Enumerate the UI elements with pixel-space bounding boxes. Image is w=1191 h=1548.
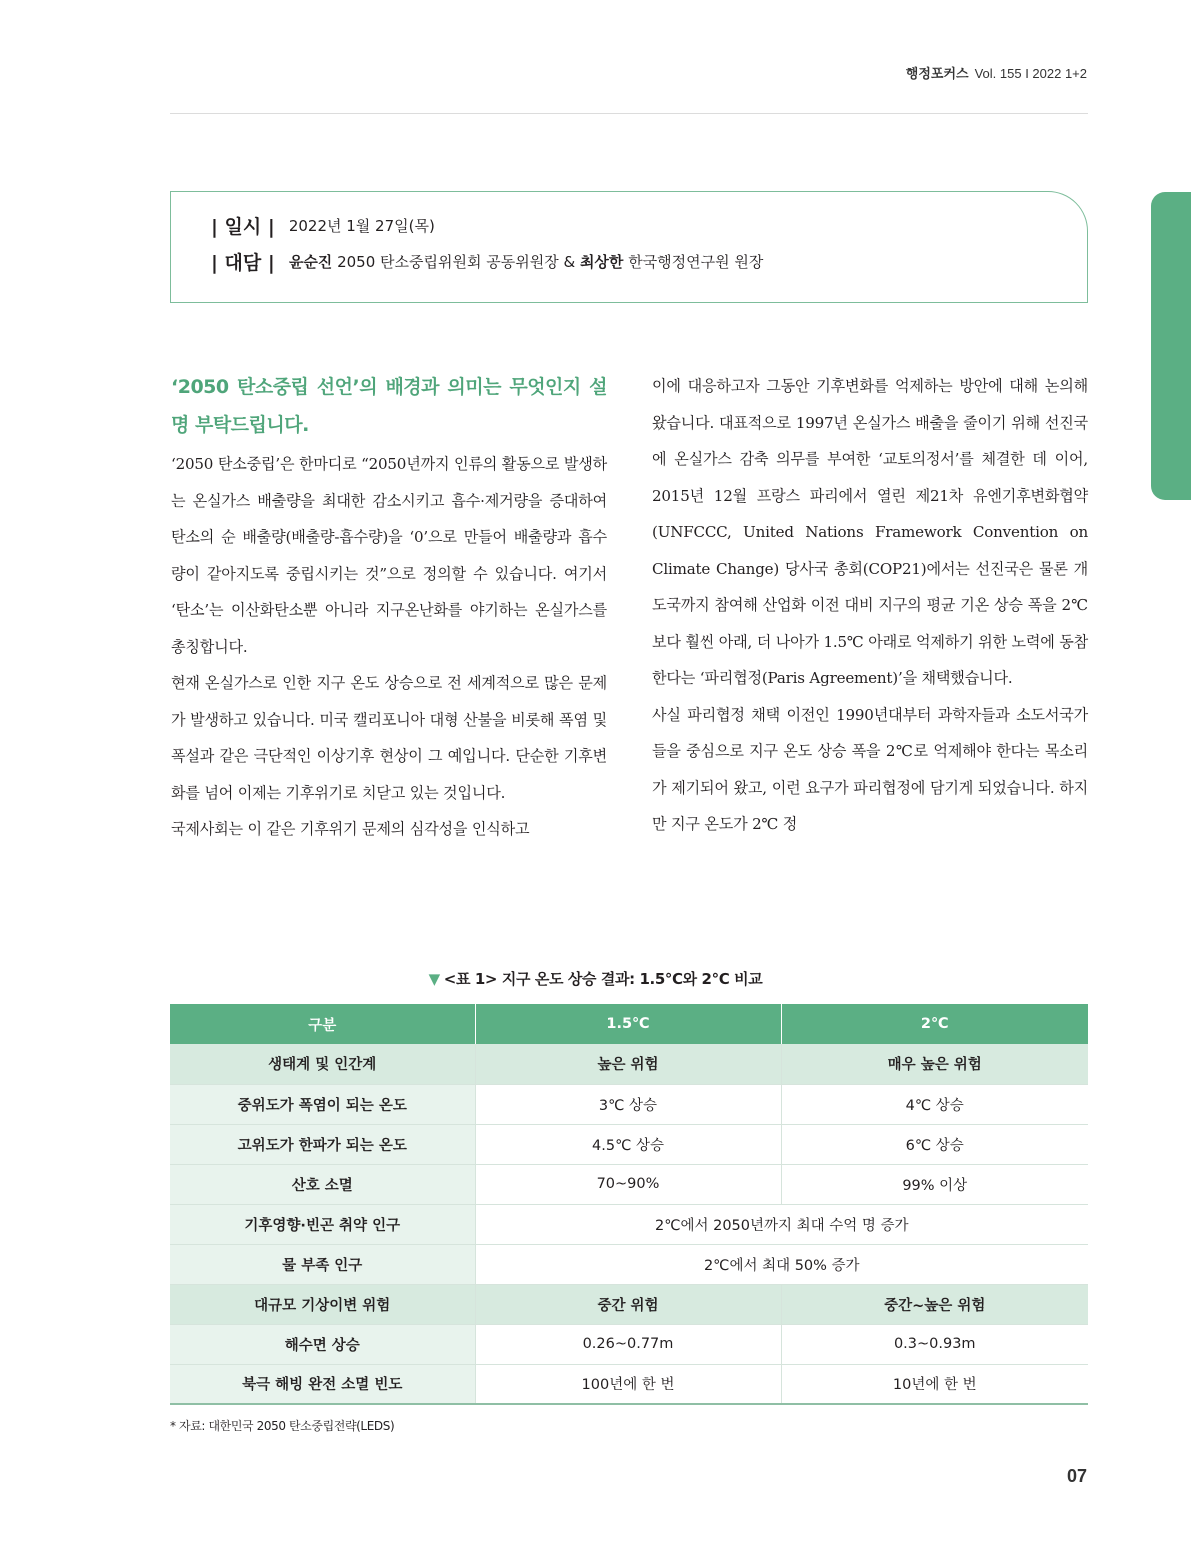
cell-1-5c: 100년에 한 번: [475, 1364, 781, 1404]
header-category: 구분: [170, 1004, 475, 1044]
speaker1-name: 윤순진: [288, 252, 333, 271]
table-row: [170, 1244, 1088, 1284]
cell-2c: 99% 이상: [781, 1164, 1088, 1204]
table-row: [170, 1204, 1088, 1244]
talk-label: | 대담 |: [211, 251, 275, 274]
cell-2c: 10년에 한 번: [781, 1364, 1088, 1404]
paragraph: ‘2050 탄소중립’은 한마디로 “2050년까지 인류의 활동으로 발생하는 온실가스 배출량을 최대한 감소시키고 흡수·제거량을 증대하여 탄소의 순 배출량(배출량-흡수량)을 ‘0’으로 만들어 배출량과 흡수량이 같아지도록 중립시키는 것”으로 정의할 수 있습니다. 여기서 ‘탄소’는 이산화탄소뿐 아니라 지구온난화를 야기하는 온실가스를 총칭합니다.: [171, 455, 607, 656]
interview-question: ‘2050 탄소중립 선언’의 배경과 의미는 무엇인지 설명 부탁드립니다.: [171, 376, 607, 436]
row-label: 중위도가 폭염이 되는 온도: [170, 1084, 475, 1124]
triangle-down-icon: ▼: [428, 970, 440, 988]
paragraph: 국제사회는 이 같은 기후위기 문제의 심각성을 인식하고: [171, 820, 530, 838]
date-row: [211, 207, 1087, 243]
table-header-row: [170, 1004, 1088, 1044]
cell-1-5c: 4.5℃ 상승: [475, 1124, 781, 1164]
row-label: 산호 소멸: [170, 1164, 475, 1204]
talk-row: [211, 243, 1087, 279]
table-row: [170, 1284, 1088, 1324]
header-divider: [170, 113, 1088, 114]
table-row: [170, 1164, 1088, 1204]
table-source-note: * 자료: 대한민국 2050 탄소중립전략(LEDS): [170, 1419, 395, 1433]
speaker1-title: 2050 탄소중립위원회 공동위원장 &: [337, 252, 576, 271]
row-label: 고위도가 한파가 되는 온도: [170, 1124, 475, 1164]
table-row: [170, 1324, 1088, 1364]
table-caption: [0, 968, 1191, 989]
interview-info-box: [170, 191, 1088, 303]
table-row: [170, 1124, 1088, 1164]
cell-2c: 중간~높은 위험: [781, 1284, 1088, 1324]
article-right-column: [652, 368, 1088, 843]
cell-1-5c: 중간 위험: [475, 1284, 781, 1324]
speaker2-title: 한국행정연구원 원장: [628, 252, 764, 271]
row-label: 대규모 기상이변 위험: [170, 1284, 475, 1324]
paragraph: 현재 온실가스로 인한 지구 온도 상승으로 전 세계적으로 많은 문제가 발생하고 있습니다. 미국 캘리포니아 대형 산불을 비롯해 폭염 및 폭설과 같은 극단적인 이상기후 현상이 그 예입니다. 단순한 기후변화를 넘어 이제는 기후위기로 치닫고 있는 것입니다.: [171, 674, 607, 802]
merged-cell: 2℃에서 최대 50% 증가: [475, 1244, 1088, 1284]
cell-1-5c: 높은 위험: [475, 1044, 781, 1084]
table-row: [170, 1044, 1088, 1084]
row-label: 생태계 및 인간계: [170, 1044, 475, 1084]
paragraph: 사실 파리협정 채택 이전인 1990년대부터 과학자들과 소도서국가들을 중심으로 지구 온도 상승 폭을 2℃로 억제해야 한다는 목소리가 제기되어 왔고, 이런 요구가 파리협정에 담기게 되었습니다. 하지만 지구 온도가 2℃ 정: [652, 705, 1088, 833]
cell-1-5c: 70~90%: [475, 1164, 781, 1204]
row-label: 북극 해빙 완전 소멸 빈도: [170, 1364, 475, 1404]
table-row: [170, 1364, 1088, 1404]
date-label: | 일시 |: [211, 215, 275, 238]
header-1-5c: 1.5℃: [475, 1004, 781, 1044]
row-label: 물 부족 인구: [170, 1244, 475, 1284]
date-value: 2022년 1월 27일(목): [288, 216, 435, 235]
journal-name: 행정포커스: [905, 66, 969, 81]
table-row: [170, 1084, 1088, 1124]
page-number: 07: [1066, 1466, 1087, 1486]
header-meta: [906, 63, 1087, 82]
section-side-tab: [1151, 192, 1191, 500]
cell-2c: 6℃ 상승: [781, 1124, 1088, 1164]
paragraph: 이에 대응하고자 그동안 기후변화를 억제하는 방안에 대해 논의해 왔습니다. 대표적으로 1997년 온실가스 배출을 줄이기 위해 선진국에 온실가스 감축 의무를 부여한 ‘교토의정서’를 체결한 데 이어, 2015년 12월 프랑스 파리에서 열린 제21차 유엔기후변화협약(UNFCCC, United Nations Framework Convention on Climate Change) 당사국 총회(COP21)에서는 선진국은 물론 개도국까지 참여해 산업화 이전 대비 지구의 평균 기온 상승 폭을 2℃보다 훨씬 아래, 더 나아가 1.5℃ 아래로 억제하기 위한 노력에 동참한다는 ‘파리협정(Paris Agreement)’을 채택했습니다.: [652, 377, 1088, 687]
cell-2c: 0.3~0.93m: [781, 1324, 1088, 1364]
cell-1-5c: 0.26~0.77m: [475, 1324, 781, 1364]
merged-cell: 2℃에서 2050년까지 최대 수억 명 증가: [475, 1204, 1088, 1244]
row-label: 기후영향·빈곤 취약 인구: [170, 1204, 475, 1244]
article-left-column: [171, 368, 607, 848]
speaker2-name: 최상한: [579, 252, 624, 271]
table-title: <표 1> 지구 온도 상승 결과: 1.5℃와 2℃ 비교: [443, 970, 763, 988]
row-label: 해수면 상승: [170, 1324, 475, 1364]
cell-2c: 4℃ 상승: [781, 1084, 1088, 1124]
issue-info: Vol. 155 I 2022 1+2: [974, 66, 1087, 81]
comparison-table: [170, 1004, 1088, 1405]
cell-2c: 매우 높은 위험: [781, 1044, 1088, 1084]
cell-1-5c: 3℃ 상승: [475, 1084, 781, 1124]
header-2c: 2℃: [781, 1004, 1088, 1044]
